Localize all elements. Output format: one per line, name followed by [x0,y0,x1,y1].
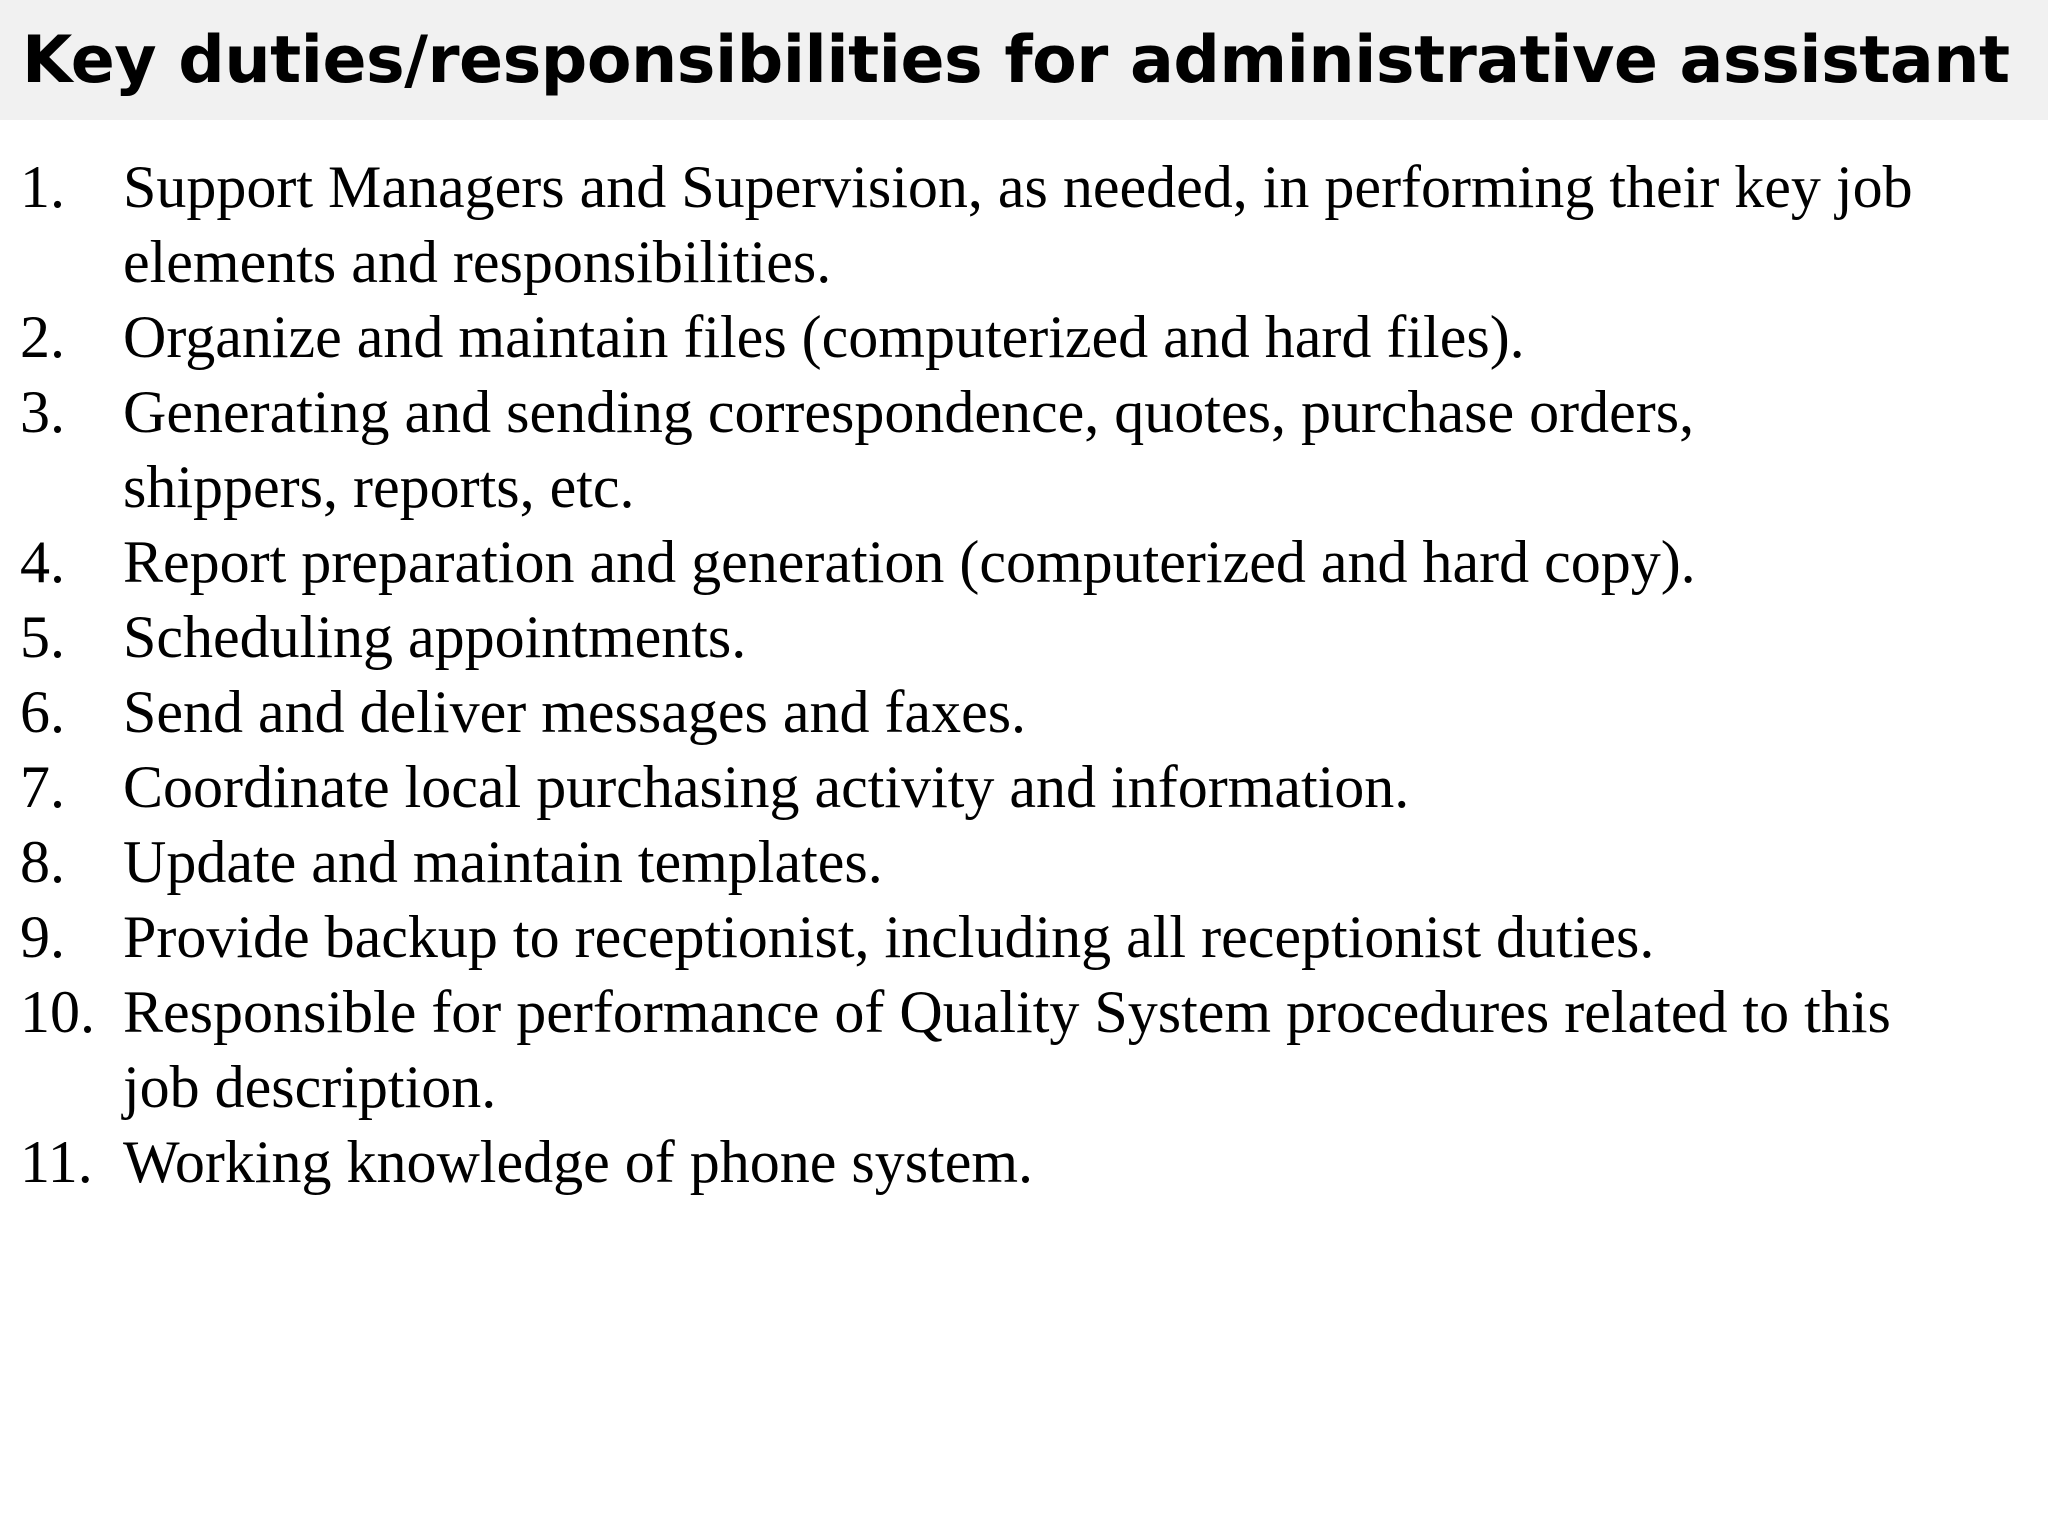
duty-line: Working knowledge of phone system. [123,1129,1034,1195]
duty-number: 11. [20,1129,93,1195]
duty-number: 6. [20,679,65,745]
duty-line: Support Managers and Supervision, as needed, in performing their key job [123,154,1913,220]
duties-list [0,150,2048,1200]
duty-item [0,900,2048,975]
duty-item [0,375,2048,525]
duty-number: 2. [20,304,65,370]
title-bar [0,0,2048,120]
duty-number: 7. [20,754,65,820]
duty-item [0,150,2048,300]
duty-number: 1. [20,154,65,220]
duty-line: elements and responsibilities. [123,229,832,295]
duty-item [0,975,2048,1125]
duty-item [0,600,2048,675]
duty-number: 3. [20,379,65,445]
duty-number: 8. [20,829,65,895]
duty-number: 5. [20,604,65,670]
duty-item [0,1125,2048,1200]
duty-line: Update and maintain templates. [123,829,883,895]
duty-number: 4. [20,529,65,595]
duty-line: job description. [123,1054,497,1120]
duty-item [0,525,2048,600]
duty-line: shippers, reports, etc. [123,454,635,520]
duty-item [0,750,2048,825]
duty-line: Provide backup to receptionist, including all receptionist duties. [123,904,1655,970]
duty-item [0,675,2048,750]
duty-line: Send and deliver messages and faxes. [123,679,1027,745]
duty-item [0,300,2048,375]
duty-line: Generating and sending correspondence, quotes, purchase orders, [123,379,1695,445]
duty-line: Scheduling appointments. [123,604,747,670]
duty-line: Coordinate local purchasing activity and information. [123,754,1410,820]
duty-number: 9. [20,904,65,970]
page-title: Key duties/responsibilities for administrative assistant [22,23,2010,98]
duty-line: Responsible for performance of Quality System procedures related to this [123,979,1891,1045]
duty-line: Organize and maintain files (computerized and hard files). [123,304,1525,370]
duty-number: 10. [20,979,95,1045]
duty-line: Report preparation and generation (computerized and hard copy). [123,529,1696,595]
duty-item [0,825,2048,900]
